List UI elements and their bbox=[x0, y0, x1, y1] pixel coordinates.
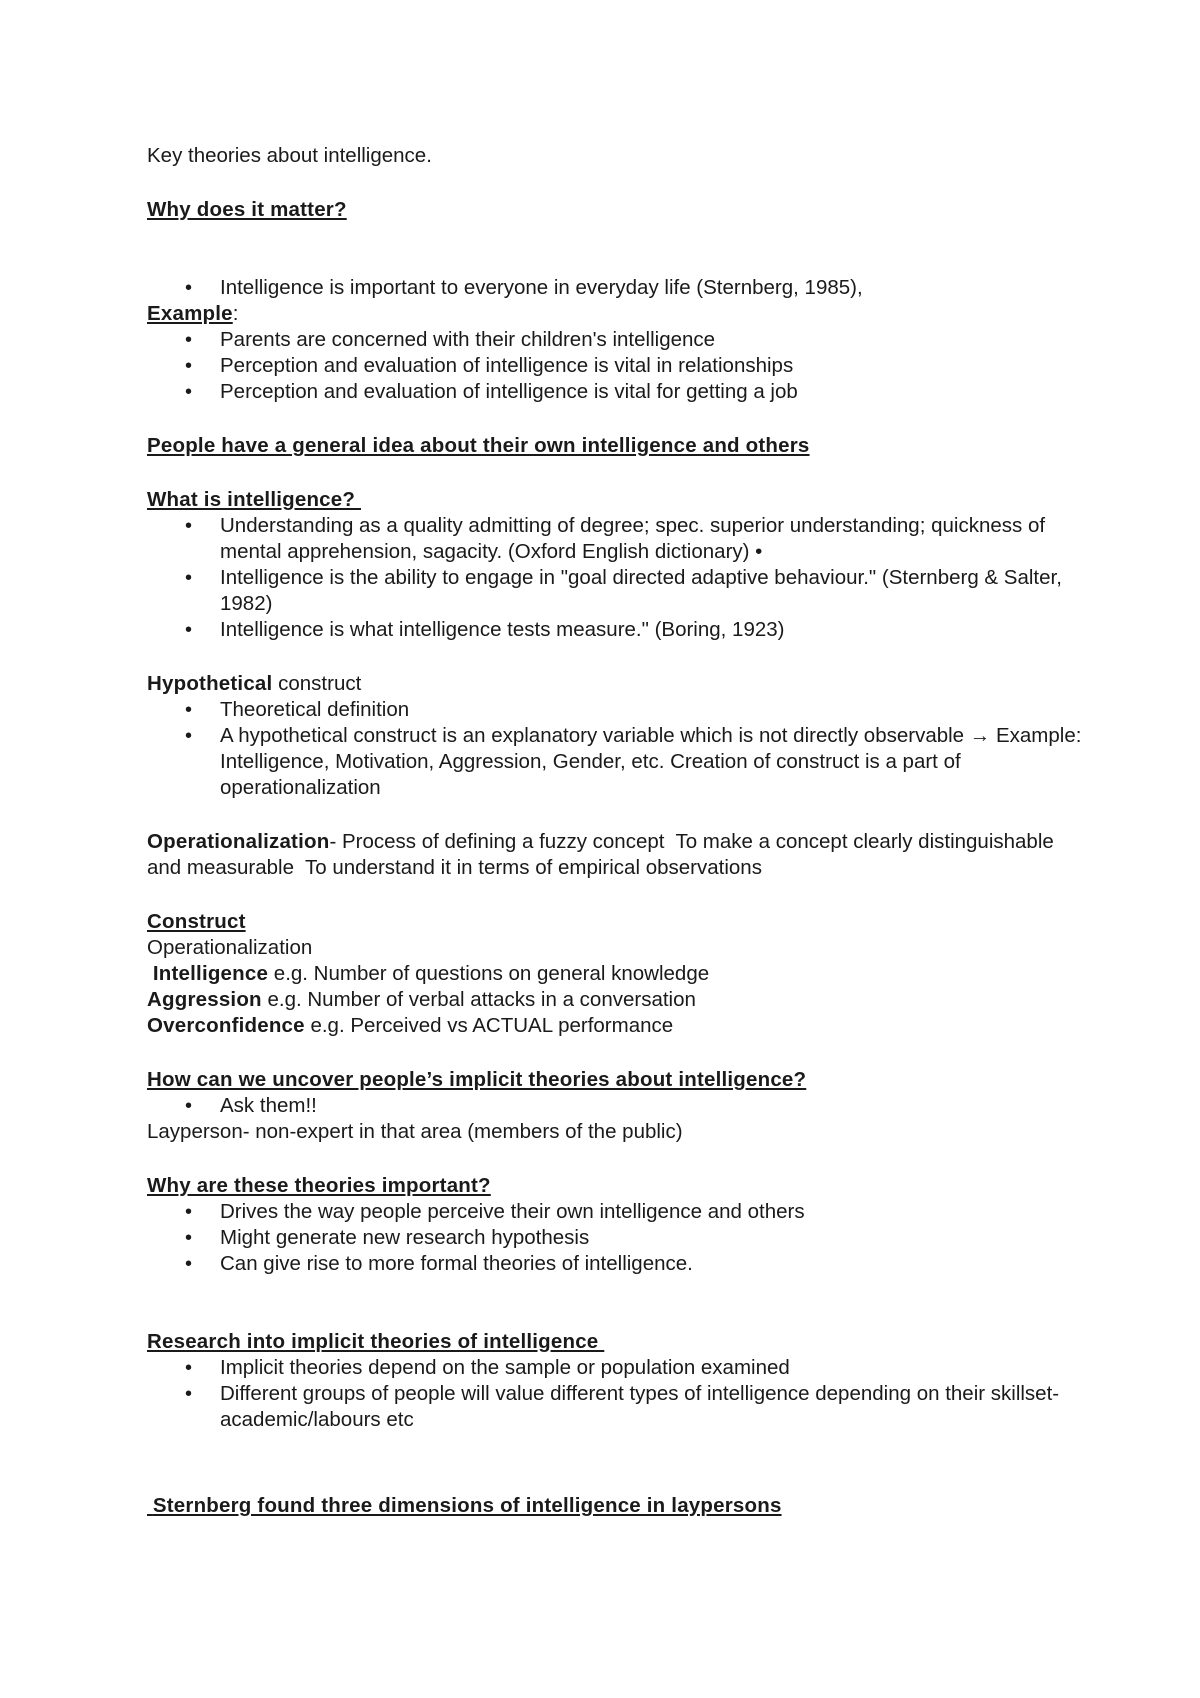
list-item: • Intelligence is important to everyone in everyday life (Sternberg, 1985), bbox=[147, 275, 1087, 301]
definitions-list bbox=[147, 513, 1087, 643]
construct-row bbox=[147, 987, 1087, 1013]
operationalization-paragraph bbox=[147, 829, 1087, 881]
construct-desc: e.g. Perceived vs ACTUAL performance bbox=[304, 1014, 674, 1037]
construct-desc: e.g. Number of questions on general knowledge bbox=[268, 962, 710, 985]
list-item: • Perception and evaluation of intelligence is vital in relationships bbox=[147, 353, 1087, 379]
heading-research-implicit: Research into implicit theories of intelligence bbox=[147, 1330, 605, 1353]
hypothetical-list bbox=[147, 697, 1087, 801]
example-colon: : bbox=[232, 302, 239, 325]
heading-sternberg-dimensions: Sternberg found three dimensions of intelligence in laypersons bbox=[147, 1494, 782, 1517]
document-body bbox=[147, 143, 1087, 1519]
list-item: • Drives the way people perceive their own intelligence and others bbox=[147, 1199, 1087, 1225]
list-item: • Parents are concerned with their children's intelligence bbox=[147, 327, 1087, 353]
heading-uncover-theories: How can we uncover people’s implicit theories about intelligence? bbox=[147, 1068, 807, 1091]
heading-why-matter: Why does it matter? bbox=[147, 198, 347, 221]
construct-term: Aggression bbox=[147, 988, 262, 1011]
heading-construct: Construct bbox=[147, 910, 246, 933]
construct-desc: e.g. Number of verbal attacks in a conversation bbox=[261, 988, 696, 1011]
hypothetical-construct-label bbox=[147, 671, 1087, 697]
hypothetical-bold: Hypothetical bbox=[147, 672, 273, 695]
construct-row bbox=[147, 1013, 1087, 1039]
list-item: • Understanding as a quality admitting of degree; spec. superior understanding; quickness of mental apprehension, sagacity. (Oxford English dictionary) • bbox=[147, 513, 1087, 565]
why-matter-list bbox=[147, 275, 1087, 301]
list-item: • Different groups of people will value different types of intelligence depending on their skillset- academic/labours etc bbox=[147, 1381, 1087, 1433]
construct-subheading: Operationalization bbox=[147, 936, 313, 959]
example-label bbox=[147, 301, 1087, 327]
research-list bbox=[147, 1355, 1087, 1433]
list-item: • Intelligence is what intelligence tests measure." (Boring, 1923) bbox=[147, 617, 1087, 643]
list-item: • Intelligence is the ability to engage in "goal directed adaptive behaviour." (Sternberg & Salter, 1982) bbox=[147, 565, 1087, 617]
operationalization-label: Operationalization bbox=[147, 830, 330, 853]
heading-why-important: Why are these theories important? bbox=[147, 1174, 491, 1197]
list-item: • Can give rise to more formal theories of intelligence. bbox=[147, 1251, 1087, 1277]
layperson-note: Layperson- non-expert in that area (members of the public) bbox=[147, 1120, 683, 1143]
heading-general-idea: People have a general idea about their own intelligence and others bbox=[147, 434, 810, 457]
list-item: • Ask them!! bbox=[147, 1093, 1087, 1119]
operationalization-text: - Process of defining a fuzzy concept To make a concept clearly distinguishable and measurable To understand it in terms of empirical observations bbox=[147, 830, 1060, 879]
uncover-list bbox=[147, 1093, 1087, 1119]
construct-term: Overconfidence bbox=[147, 1014, 305, 1037]
list-item: • Theoretical definition bbox=[147, 697, 1087, 723]
construct-term: Intelligence bbox=[147, 962, 269, 985]
heading-what-is-intelligence: What is intelligence? bbox=[147, 488, 361, 511]
document-title: Key theories about intelligence. bbox=[147, 144, 432, 167]
list-item: • Perception and evaluation of intelligence is vital for getting a job bbox=[147, 379, 1087, 405]
example-list bbox=[147, 327, 1087, 405]
construct-row bbox=[147, 961, 1087, 987]
hypothetical-rest: construct bbox=[272, 672, 362, 695]
example-label-text: Example bbox=[147, 302, 233, 325]
list-item: • Implicit theories depend on the sample or population examined bbox=[147, 1355, 1087, 1381]
list-item: • Might generate new research hypothesis bbox=[147, 1225, 1087, 1251]
important-list bbox=[147, 1199, 1087, 1277]
list-item: • A hypothetical construct is an explanatory variable which is not directly observable → Example: Intelligence, Motivation, Aggression, Gender, etc. Creation of construct is a part of operationalization bbox=[147, 723, 1087, 801]
